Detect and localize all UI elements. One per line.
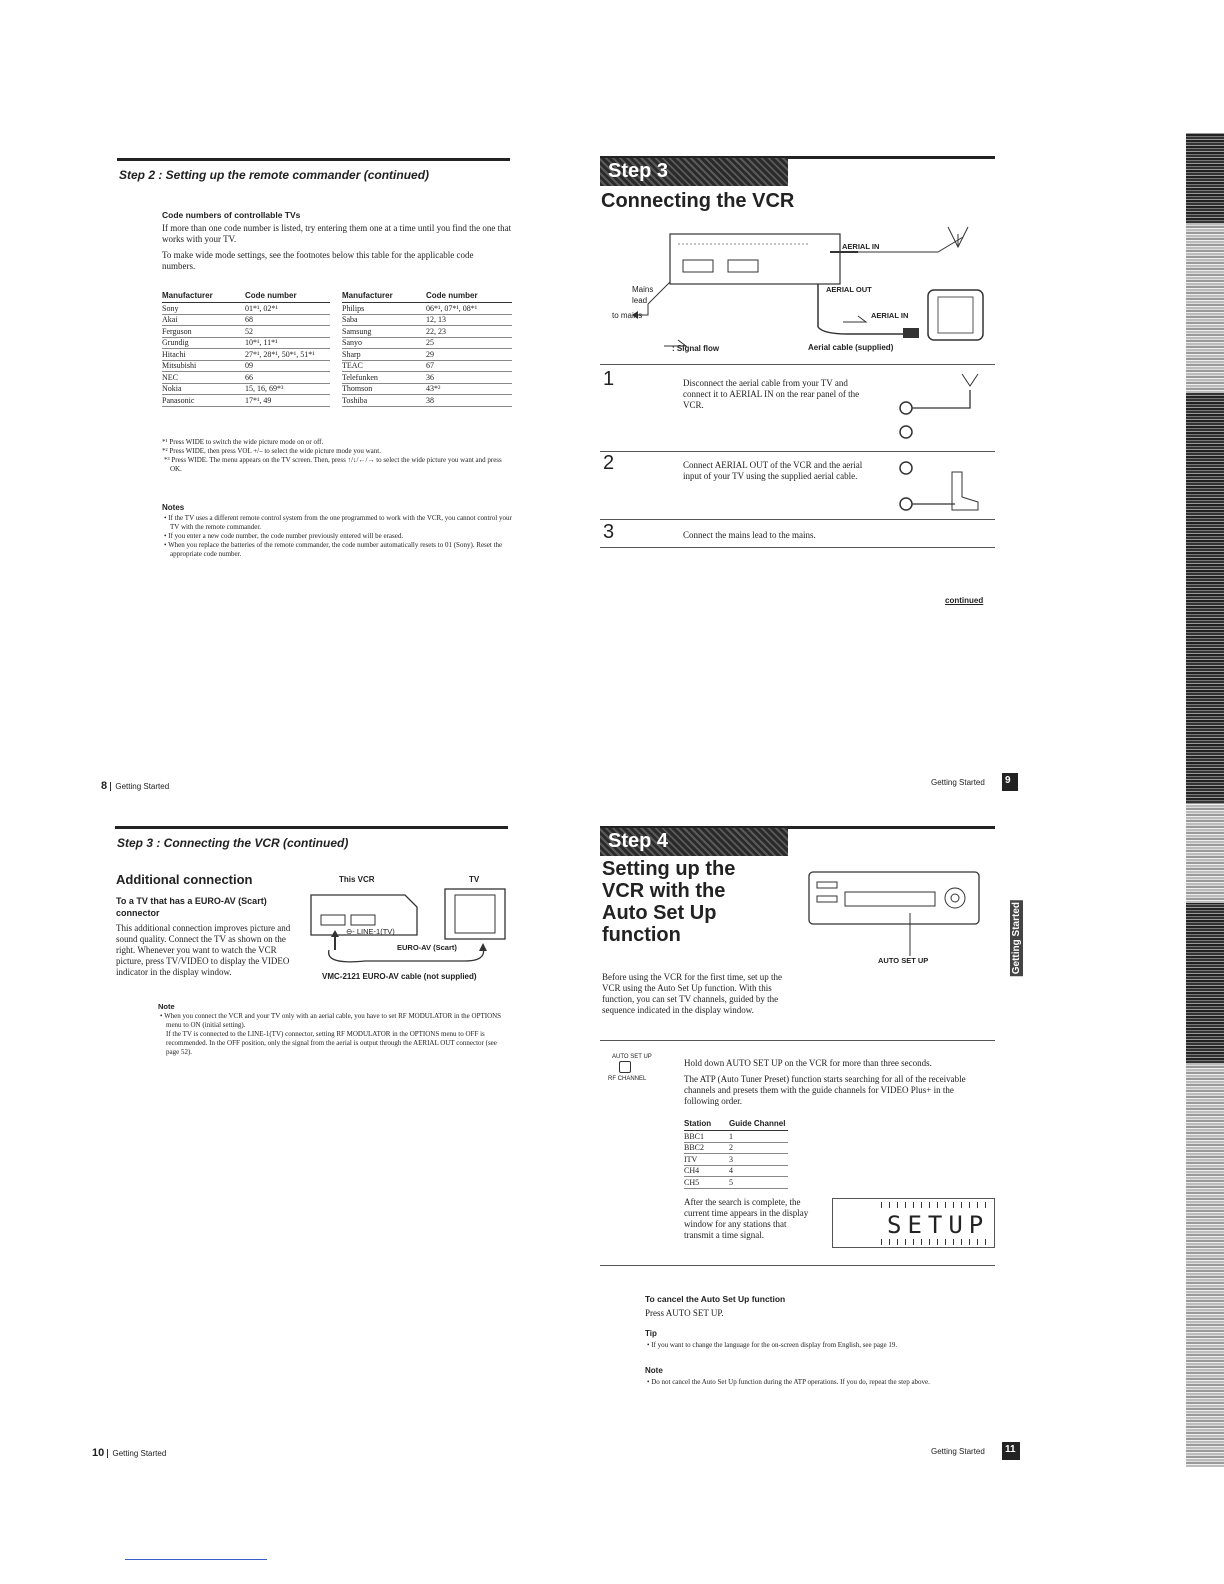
vcr-front-diagram: [805, 868, 985, 960]
auto-set-up-button-icon: [619, 1061, 631, 1073]
col-manufacturer: Manufacturer: [162, 290, 245, 303]
vcr-connector: [683, 260, 713, 272]
code-cell: 17*¹, 49: [245, 395, 330, 407]
codes-intro-2: To make wide mode settings, see the footnotes below this table for the applicable code numbers.: [162, 250, 474, 271]
page-11-title: Setting up the VCR with the Auto Set Up function: [602, 858, 736, 946]
label-aerial-in: AERIAL IN: [842, 242, 880, 251]
thumb-index-strip: [1186, 1063, 1224, 1467]
scart-connection-diagram: [305, 885, 520, 965]
step-number: 3: [603, 521, 615, 543]
aerial-in-panel-diagram: [870, 372, 980, 444]
note-title: Note: [645, 1366, 663, 1375]
footer-text: Getting Started: [931, 778, 985, 787]
page-11-footer: [931, 1447, 985, 1456]
guide-channel-cell: 1: [729, 1131, 788, 1143]
side-tab-getting-started: Getting Started: [1011, 902, 1022, 975]
label-scart-cable: VMC-2121 EURO-AV cable (not supplied): [322, 972, 477, 981]
codes-subheading: Code numbers of controllable TVs: [162, 210, 301, 220]
manufacturer-cell: Panasonic: [162, 395, 245, 407]
footer-text: Getting Started: [107, 1449, 166, 1458]
table-row: [162, 349, 330, 361]
tip-text: • If you want to change the language for the on-screen display from English, see page 19.: [647, 1341, 898, 1349]
table-row: [162, 360, 330, 372]
thumb-index-strip: [1186, 223, 1224, 393]
manufacturer-cell: Thomson: [342, 383, 426, 395]
code-cell: 27*¹, 28*¹, 50*¹, 51*¹: [245, 349, 330, 361]
table-row: [342, 383, 512, 395]
label-aerial-out: AERIAL OUT: [826, 285, 872, 294]
manufacturer-cell: TEAC: [342, 360, 426, 372]
header-rule: [115, 826, 508, 829]
button-label-rf-channel: RF CHANNEL: [608, 1076, 647, 1082]
table-row: [342, 326, 512, 338]
col-manufacturer: Manufacturer: [342, 290, 426, 303]
codes-intro-1: If more than one code number is listed, try entering them one at a time until you find the one that works with your TV.: [162, 223, 512, 244]
note-item: • When you connect the VCR and your TV only with an aerial cable, you have to set RF MODULATOR in the OPTIONS menu to ON (initial setting).: [160, 1012, 502, 1029]
manufacturer-cell: Toshiba: [342, 395, 426, 407]
page-number: 10: [92, 1447, 105, 1459]
page-8-header: Step 2 : Setting up the remote commander (continued): [119, 168, 430, 182]
table-row: [684, 1177, 788, 1189]
manufacturer-cell: Akai: [162, 314, 245, 326]
manufacturer-cell: Sharp: [342, 349, 426, 361]
page-9-title: Connecting the VCR: [601, 190, 795, 212]
tip-title: Tip: [645, 1329, 657, 1338]
step-number: 2: [603, 452, 615, 474]
additional-connection-heading: Additional connection: [116, 872, 253, 887]
manufacturer-cell: Telefunken: [342, 372, 426, 384]
label-to-mains: to mains: [612, 311, 643, 320]
guide-channel-cell: 3: [729, 1154, 788, 1166]
page-8-footer: [101, 780, 169, 792]
step-number: 1: [603, 368, 615, 390]
col-code: Code number: [245, 290, 330, 303]
table-row: [342, 337, 512, 349]
notes-title: Notes: [162, 503, 185, 512]
code-table-right: [342, 290, 512, 407]
table-row: [342, 395, 512, 407]
vcr-connector: [728, 260, 758, 272]
aerial-out-connection-diagram: [870, 452, 980, 517]
page-9-footer: [931, 778, 985, 787]
thumb-index-strip: [1186, 903, 1224, 1063]
code-cell: 25: [426, 337, 512, 349]
cancel-text: Press AUTO SET UP.: [645, 1308, 724, 1318]
footer-text: Getting Started: [931, 1447, 985, 1456]
manufacturer-cell: Grundig: [162, 337, 245, 349]
manufacturer-cell: Samsung: [342, 326, 426, 338]
cancel-title: To cancel the Auto Set Up function: [645, 1294, 786, 1304]
table-row: [342, 349, 512, 361]
footer-text: Getting Started: [110, 782, 169, 791]
manufacturer-cell: Nokia: [162, 383, 245, 395]
label-aerial-in-tv: AERIAL IN: [871, 311, 909, 320]
thumb-index-strip: [1186, 803, 1224, 903]
thumb-index-strip: [1186, 393, 1224, 803]
code-cell: 09: [245, 360, 330, 372]
footnote-2: *² Press WIDE, then press VOL +/– to select the wide picture mode you want.: [162, 447, 381, 455]
code-cell: 67: [426, 360, 512, 372]
table-row: [342, 360, 512, 372]
table-row: [162, 383, 330, 395]
aerial-connection-diagram: [608, 222, 1003, 362]
table-row: [162, 337, 330, 349]
button-label-auto-set-up: AUTO SET UP: [612, 1054, 652, 1060]
code-cell: 29: [426, 349, 512, 361]
note-text: • Do not cancel the Auto Set Up function during the ATP operations. If you do, repeat the step above.: [647, 1378, 930, 1386]
code-cell: 10*¹, 11*¹: [245, 337, 330, 349]
manufacturer-cell: Hitachi: [162, 349, 245, 361]
station-cell: CH4: [684, 1165, 729, 1177]
signal-arrow-icon: [843, 316, 866, 322]
guide-channel-table: [684, 1118, 788, 1189]
table-row: [162, 372, 330, 384]
step-3-tab: Step 3: [600, 158, 788, 186]
after-search-text: After the search is complete, the current time appears in the display window for any stations that transmit a time signal.: [684, 1197, 809, 1240]
guide-channel-cell: 5: [729, 1177, 788, 1189]
atp-text: The ATP (Auto Tuner Preset) function starts searching for all of the receivable channels and presets them with the guide channels for VIDEO Plus+ in the following order.: [684, 1074, 966, 1106]
col-station: Station: [684, 1118, 729, 1131]
page-10-header: Step 3 : Connecting the VCR (continued): [117, 836, 349, 850]
table-row: [162, 303, 330, 315]
code-cell: 52: [245, 326, 330, 338]
step-1-text: Disconnect the aerial cable from your TV and connect it to AERIAL IN on the rear panel of the VCR.: [683, 378, 860, 410]
code-cell: 22, 23: [426, 326, 512, 338]
guide-channel-cell: 4: [729, 1165, 788, 1177]
note-item: If the TV is connected to the LINE-1(TV) connector, setting RF MODULATOR in the OPTIONS menu to OFF is recommended. In the OFF position, only the signal from the aerial is output through the AERIAL OUT connector (see page 52).: [166, 1030, 497, 1056]
aerial-cable: [818, 327, 903, 334]
code-table-left: [162, 290, 330, 407]
table-row: [684, 1131, 788, 1143]
note-list: [158, 1012, 508, 1057]
footnote-1: *¹ Press WIDE to switch the wide picture mode on or off.: [162, 438, 324, 446]
code-cell: 43*²: [426, 383, 512, 395]
auto-set-up-intro: Before using the VCR for the first time, set up the VCR using the Auto Set Up function. With this function, you can set TV channels, guided by the sequence indicated in the display window.: [602, 972, 783, 1015]
station-cell: CH5: [684, 1177, 729, 1189]
page-number: 9: [1002, 773, 1018, 791]
display-segments: [881, 1202, 989, 1208]
manufacturer-cell: Sony: [162, 303, 245, 315]
col-code: Code number: [426, 290, 512, 303]
code-cell: 15, 16, 69*³: [245, 383, 330, 395]
footnotes: [162, 438, 512, 474]
manufacturer-cell: Ferguson: [162, 326, 245, 338]
notes-list: [162, 514, 512, 559]
additional-connection-body: This additional connection improves picture and sound quality. Connect the TV as shown on the right. Whenever you want to watch the VCR picture, press TV/VIDEO to display the VIDEO indicator in the display window.: [116, 923, 291, 977]
station-cell: ITV: [684, 1154, 729, 1166]
manufacturer-cell: NEC: [162, 372, 245, 384]
table-row: [342, 314, 512, 326]
label-tv: TV: [469, 875, 480, 884]
header-rule: [117, 158, 510, 161]
code-cell: 12, 13: [426, 314, 512, 326]
step-2-text: Connect AERIAL OUT of the VCR and the aerial input of your TV using the supplied aerial cable.: [683, 460, 863, 481]
table-row: [162, 395, 330, 407]
page-number: 8: [101, 780, 108, 792]
note-item: • If the TV uses a different remote control system from the one programmed to work with the VCR, you cannot control your TV with the remote commander.: [164, 514, 512, 531]
display-text: SETUP: [887, 1211, 990, 1239]
code-cell: 68: [245, 314, 330, 326]
footnote-3: *³ Press WIDE. The menu appears on the TV screen. Then, press ↑/↓/←/→ to select the wide picture you want and press OK.: [164, 456, 502, 473]
label-mains-lead: Mains lead: [632, 285, 654, 305]
tv-outline: [445, 889, 505, 939]
table-row: [162, 326, 330, 338]
table-row: [342, 372, 512, 384]
label-this-vcr: This VCR: [339, 875, 375, 884]
label-line-1: ⊖- LINE-1(TV): [346, 927, 395, 936]
label-signal-flow: : Signal flow: [672, 344, 720, 353]
table-row: [162, 314, 330, 326]
label-auto-set-up: AUTO SET UP: [878, 956, 929, 965]
continued-label: continued: [945, 596, 984, 605]
table-row: [684, 1142, 788, 1154]
guide-channel-cell: 2: [729, 1142, 788, 1154]
note-title: Note: [158, 1002, 175, 1011]
manufacturer-cell: Sanyo: [342, 337, 426, 349]
code-cell: 06*¹, 07*¹, 08*¹: [426, 303, 512, 315]
page-number: 11: [1002, 1442, 1020, 1460]
step-4-tab: Step 4: [600, 828, 788, 856]
manufacturer-cell: Mitsubishi: [162, 360, 245, 372]
station-cell: BBC1: [684, 1131, 729, 1143]
thumb-index-strip: [1186, 133, 1224, 223]
label-euro-av: EURO-AV (Scart): [397, 943, 457, 952]
station-cell: BBC2: [684, 1142, 729, 1154]
setup-display-window: [832, 1198, 995, 1248]
label-aerial-cable: Aerial cable (supplied): [808, 343, 894, 352]
code-cell: 36: [426, 372, 512, 384]
note-item: • When you replace the batteries of the remote commander, the code number automatically resets to 01 (Sony). Reset the appropriate code number.: [164, 541, 503, 558]
code-cell: 66: [245, 372, 330, 384]
footer-line: [125, 1559, 267, 1560]
display-segments: [881, 1239, 989, 1245]
page-10-footer: [92, 1447, 166, 1459]
table-row: [684, 1154, 788, 1166]
manufacturer-cell: Saba: [342, 314, 426, 326]
note-item: • If you enter a new code number, the code number previously entered will be erased.: [164, 532, 404, 540]
table-row: [342, 303, 512, 315]
scart-subheading: To a TV that has a EURO-AV (Scart) connector: [116, 896, 267, 918]
vcr-rear-outline: [670, 234, 840, 284]
manufacturer-cell: Philips: [342, 303, 426, 315]
code-cell: 01*¹, 02*¹: [245, 303, 330, 315]
code-cell: 38: [426, 395, 512, 407]
instruction-text: Hold down AUTO SET UP on the VCR for more than three seconds.: [684, 1058, 932, 1068]
table-row: [684, 1165, 788, 1177]
step-3-text: Connect the mains lead to the mains.: [683, 530, 816, 540]
col-guide-channel: Guide Channel: [729, 1118, 788, 1131]
